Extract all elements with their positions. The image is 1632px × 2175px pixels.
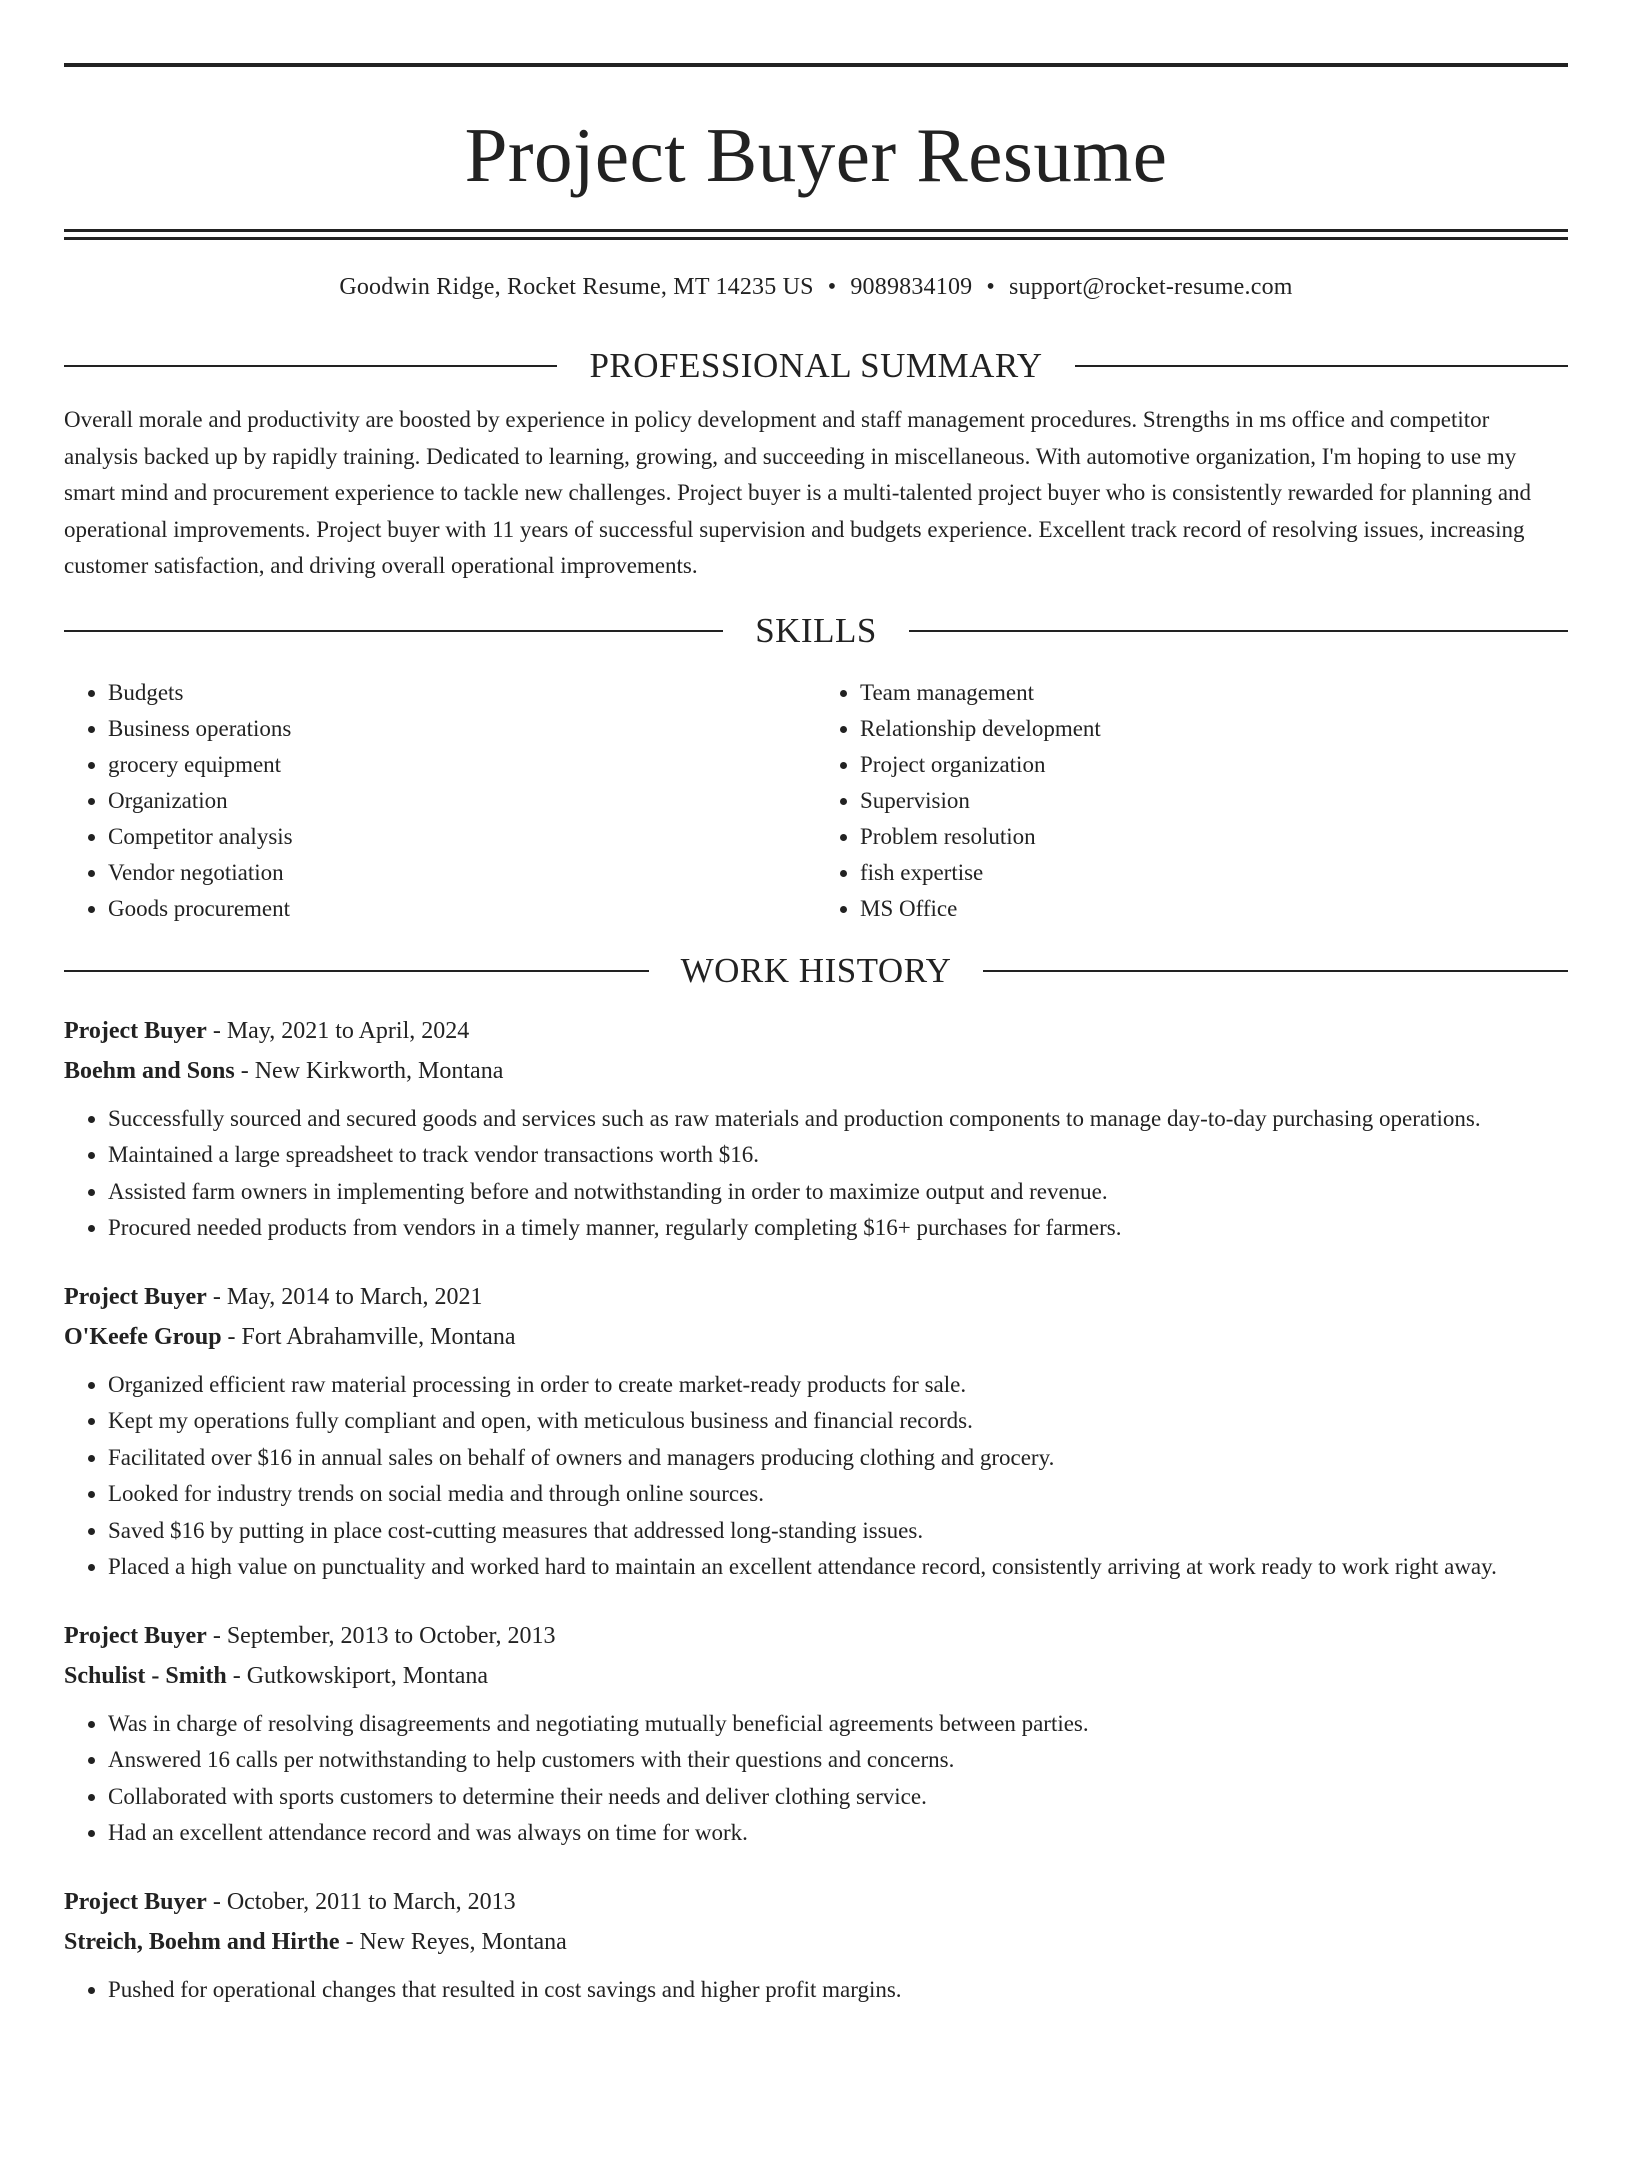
job-dates: - October, 2011 to March, 2013 (206, 1888, 516, 1915)
job-title-line (64, 1011, 1568, 1051)
job-bullet: • Assisted farm owners in implementing before and notwithstanding in order to maximize output and revenue. (108, 1174, 1568, 1211)
job-title-line (64, 1277, 1568, 1317)
skill-item: • Organization (108, 783, 816, 819)
job-bullet: • Maintained a large spreadsheet to track vendor transactions worth $16. (108, 1137, 1568, 1174)
job-entry (64, 1616, 1568, 1852)
section-heading-summary (64, 344, 1568, 388)
skill-item: • Problem resolution (860, 819, 1568, 855)
job-bullet: • Had an excellent attendance record and was always on time for work. (108, 1815, 1568, 1852)
skill-item: • MS Office (860, 891, 1568, 927)
job-bullet: • Answered 16 calls per notwithstanding to help customers with their questions and concerns. (108, 1742, 1568, 1779)
contact-line (64, 272, 1568, 302)
skill-item: • Team management (860, 675, 1568, 711)
job-bullets (64, 1367, 1568, 1586)
resume-page (0, 63, 1632, 2175)
job-bullet: • Organized efficient raw material processing in order to create market-ready products for sale. (108, 1367, 1568, 1404)
contact-separator: • (986, 274, 995, 300)
job-company-line (64, 1656, 1568, 1696)
skill-item: • fish expertise (860, 855, 1568, 891)
job-dates: - May, 2021 to April, 2024 (206, 1017, 470, 1044)
job-location: - Gutkowskiport, Montana (226, 1662, 489, 1689)
page-title: Project Buyer Resume (464, 112, 1168, 198)
section-title: WORK HISTORY (680, 950, 952, 990)
job-bullet: • Kept my operations fully compliant and open, with meticulous business and financial records. (108, 1403, 1568, 1440)
job-bullet: • Was in charge of resolving disagreements and negotiating mutually beneficial agreements between parties. (108, 1706, 1568, 1743)
job-title: Project Buyer (64, 1017, 207, 1044)
job-title: Project Buyer (64, 1283, 207, 1310)
section-title: SKILLS (755, 610, 877, 650)
job-company-line (64, 1051, 1568, 1091)
section-heading-skills (64, 609, 1568, 653)
top-rule (64, 63, 1568, 67)
section-title: PROFESSIONAL SUMMARY (589, 346, 1043, 385)
skill-item: • Goods procurement (108, 891, 816, 927)
job-title: Project Buyer (64, 1622, 207, 1649)
heading-rule-right (909, 630, 1568, 632)
contact-address: Goodwin Ridge, Rocket Resume, MT 14235 US (339, 274, 814, 300)
job-bullets (64, 1101, 1568, 1247)
contact-email: support@rocket-resume.com (1008, 274, 1293, 300)
summary-text: Overall morale and productivity are boosted by experience in policy development and staff management procedures. Strengths in ms office and competitor analysis backed up by rapidly training. Dedicated to learning, growing, and succeeding in miscellaneous. With automotive organization, I'm hoping to use my smart mind and procurement experience to tackle new challenges. Project buyer is a multi-talented project buyer who is consistently rewarded for planning and operational improvements. Project buyer with 11 years of successful supervision and budgets experience. Excellent track record of resolving issues, increasing customer satisfaction, and driving overall operational improvements. (64, 407, 1532, 578)
contact-phone: 9089834109 (850, 274, 973, 300)
job-company-line (64, 1317, 1568, 1357)
skill-item: • Project organization (860, 747, 1568, 783)
heading-rule-left (64, 365, 557, 367)
job-bullet: • Pushed for operational changes that resulted in cost savings and higher profit margins. (108, 1972, 1568, 2009)
heading-rule-right (983, 970, 1568, 972)
section-heading-work-history (64, 949, 1568, 993)
job-company: Streich, Boehm and Hirthe (64, 1928, 340, 1955)
job-location: - New Kirkworth, Montana (234, 1057, 504, 1084)
skill-item: • Budgets (108, 675, 816, 711)
job-bullet: • Procured needed products from vendors in a timely manner, regularly completing $16+ purchases for farmers. (108, 1210, 1568, 1247)
job-bullet: • Collaborated with sports customers to determine their needs and deliver clothing service. (108, 1779, 1568, 1816)
contact-separator: • (827, 274, 837, 300)
job-bullet: • Successfully sourced and secured goods and services such as raw materials and production components to manage day-to-day purchasing operations. (108, 1101, 1568, 1138)
job-entry (64, 1277, 1568, 1586)
skill-item: • Business operations (108, 711, 816, 747)
skill-item: • Vendor negotiation (108, 855, 816, 891)
skill-item: • Supervision (860, 783, 1568, 819)
job-company: Boehm and Sons (64, 1057, 235, 1084)
job-title-line (64, 1882, 1568, 1922)
skills-column-left (64, 675, 816, 927)
skill-item: • grocery equipment (108, 747, 816, 783)
heading-rule-left (64, 630, 723, 632)
job-bullets (64, 1972, 1568, 2009)
job-title-line (64, 1616, 1568, 1656)
skill-item: • Competitor analysis (108, 819, 816, 855)
heading-rule-left (64, 970, 649, 972)
skills-column-right (816, 675, 1568, 927)
job-dates: - September, 2013 to October, 2013 (206, 1622, 556, 1649)
heading-rule-right (1075, 365, 1568, 367)
job-entry (64, 1011, 1568, 1247)
job-bullet: • Placed a high value on punctuality and worked hard to maintain an excellent attendance record, consistently arriving at work ready to work right away. (108, 1549, 1568, 1586)
skills-list (64, 675, 1568, 927)
job-location: - Fort Abrahamville, Montana (221, 1323, 516, 1350)
title-double-rule (64, 229, 1568, 240)
job-title: Project Buyer (64, 1888, 207, 1915)
job-bullets (64, 1706, 1568, 1852)
job-company: O'Keefe Group (64, 1323, 222, 1350)
job-bullet: • Looked for industry trends on social media and through online sources. (108, 1476, 1568, 1513)
job-bullet: • Facilitated over $16 in annual sales on behalf of owners and managers producing clothing and grocery. (108, 1440, 1568, 1477)
job-bullet: • Saved $16 by putting in place cost-cutting measures that addressed long-standing issues. (108, 1513, 1568, 1550)
job-company: Schulist - Smith (64, 1662, 227, 1689)
job-location: - New Reyes, Montana (339, 1928, 567, 1955)
job-company-line (64, 1922, 1568, 1962)
job-entry (64, 1882, 1568, 2009)
job-dates: - May, 2014 to March, 2021 (206, 1283, 483, 1310)
skill-item: • Relationship development (860, 711, 1568, 747)
